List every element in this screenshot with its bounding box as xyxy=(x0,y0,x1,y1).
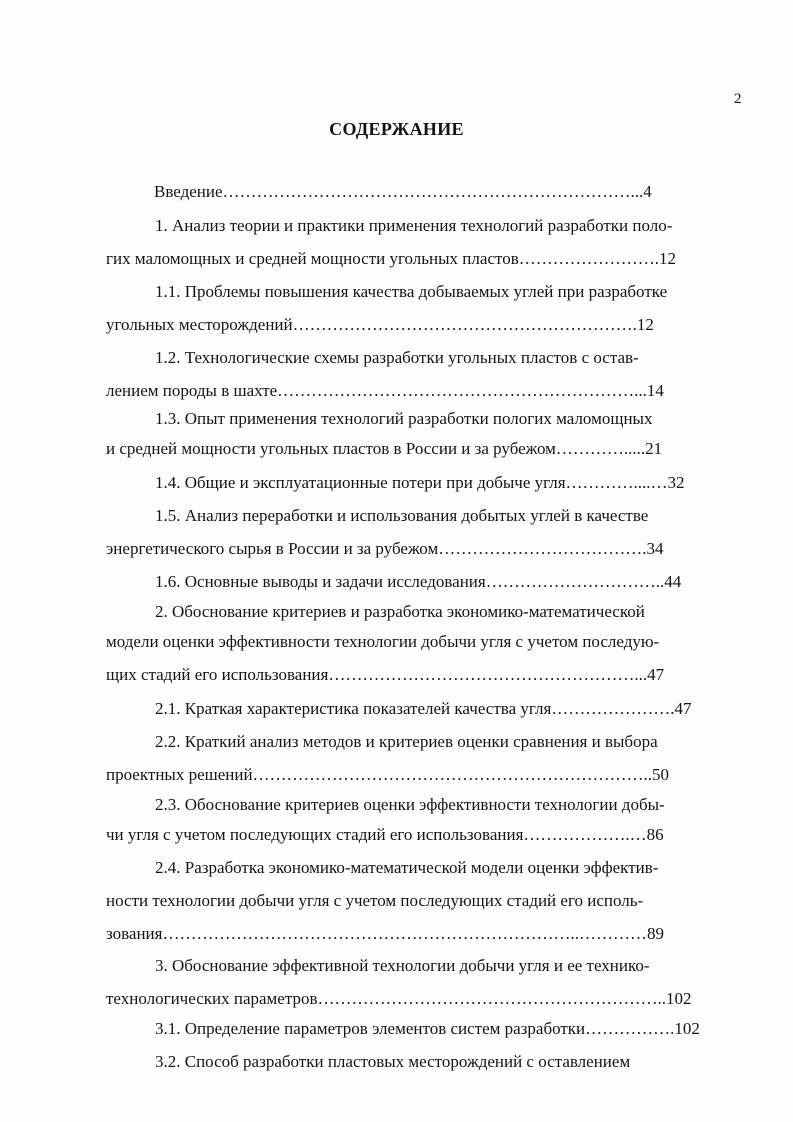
toc-line: 1.5. Анализ переработки и использования добытых углей в качестве xyxy=(155,506,649,525)
toc-line: проектных решений……………………………………………………………..50 xyxy=(106,765,670,784)
toc-line: 1.1. Проблемы повышения качества добываемых углей при разработке xyxy=(155,282,668,301)
toc-line: 2.3. Обоснование критериев оценки эффективности технологии добы- xyxy=(155,795,665,814)
toc-line: чи угля с учетом последующих стадий его использования……………….…86 xyxy=(106,825,664,844)
toc-line: 3.1. Определение параметров элементов систем разработки…………….102 xyxy=(155,1019,700,1038)
toc-line: 1.4. Общие и эксплуатационные потери при добыче угля…………....…32 xyxy=(155,473,685,492)
toc-line: энергетического сырья в России и за рубежом……………………………….34 xyxy=(106,539,664,558)
toc-line: лением породы в шахте………………………………………………………...14 xyxy=(106,381,664,400)
toc-line: гих маломощных и средней мощности угольных пластов…………………….12 xyxy=(106,249,676,268)
toc-line: Введение………………………………………………………………...4 xyxy=(154,182,652,201)
toc-line: 1. Анализ теории и практики применения технологий разработки поло- xyxy=(155,216,673,235)
toc-line: щих стадий его использования………………………………………………...47 xyxy=(106,665,665,684)
page-title: СОДЕРЖАНИЕ xyxy=(329,119,464,139)
toc-line: 2. Обоснование критериев и разработка экономико-математической xyxy=(155,602,645,621)
toc-line: зования………………………………………………………………..…………89 xyxy=(106,924,664,943)
toc-line: 2.2. Краткий анализ методов и критериев оценки сравнения и выбора xyxy=(155,732,658,751)
toc-line: ности технологии добычи угля с учетом последующих стадий его исполь- xyxy=(106,891,644,910)
toc-line: 1.3. Опыт применения технологий разработки пологих маломощных xyxy=(155,409,653,428)
toc-line: угольных месторождений…………………………………………………….12 xyxy=(106,315,654,334)
toc-line: 2.4. Разработка экономико-математической модели оценки эффектив- xyxy=(155,858,659,877)
toc-line: 2.1. Краткая характеристика показателей качества угля………………….47 xyxy=(155,699,692,718)
toc-line: 3. Обоснование эффективной технологии добычи угля и ее технико- xyxy=(155,956,650,975)
page-number: 2 xyxy=(734,91,742,107)
toc-line: и средней мощности угольных пластов в России и за рубежом………….....21 xyxy=(106,439,663,458)
toc-line: 1.6. Основные выводы и задачи исследования…………………………..44 xyxy=(155,572,682,591)
toc-line: технологических параметров……………………………………………………..102 xyxy=(106,989,692,1008)
toc-line: 3.2. Способ разработки пластовых месторождений с оставлением xyxy=(155,1052,631,1071)
toc-line: модели оценки эффективности технологии добычи угля с учетом последую- xyxy=(106,632,660,651)
toc-line: 1.2. Технологические схемы разработки угольных пластов с остав- xyxy=(155,348,639,367)
